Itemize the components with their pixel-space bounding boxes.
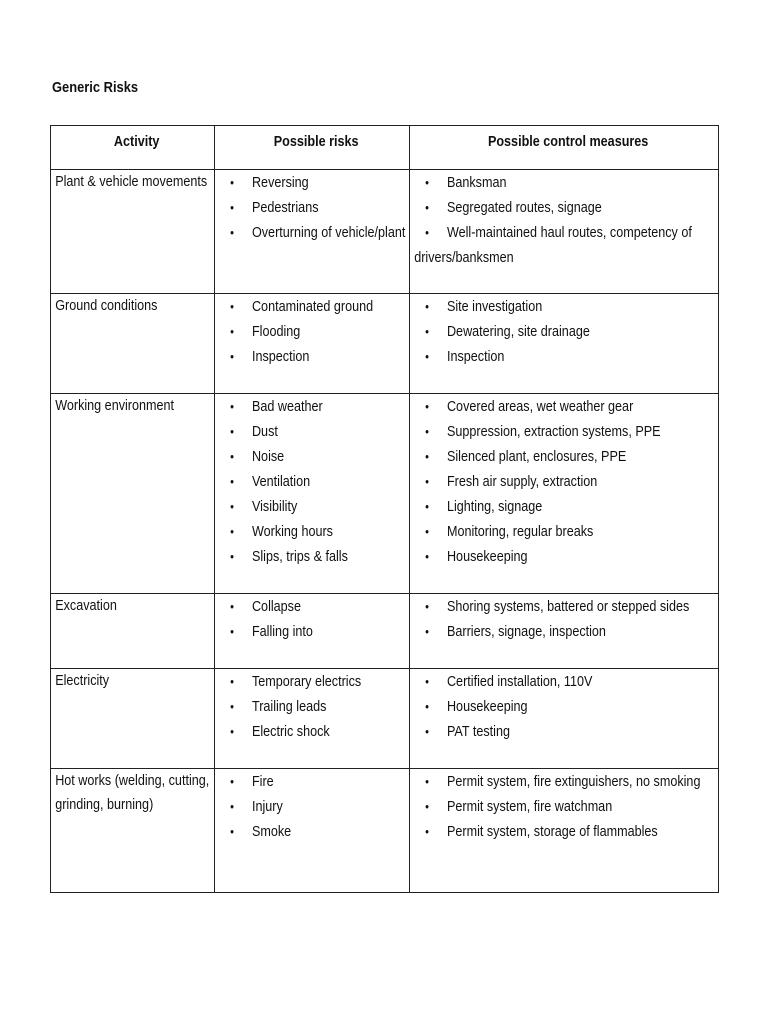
list-item: • Injury [215,794,409,819]
list-item: • Flooding [215,319,409,344]
activity-label: Excavation [55,597,117,614]
list-item: • Banksman [410,170,718,195]
list-item: • Pedestrians [215,195,409,220]
bullet-icon: • [425,599,429,614]
bullet-icon: • [425,799,429,814]
list-item: • Permit system, storage of flammables [410,819,718,844]
list-item: • Certified installation, 110V [410,669,718,694]
header-risks [215,126,410,170]
bullet-icon: • [425,549,429,564]
bullet-icon: • [425,774,429,789]
list-item: • Dust [215,419,409,444]
bullet-icon: • [425,474,429,489]
bullet-icon: • [425,399,429,414]
bullet-icon: • [230,824,234,839]
list-item: • Permit system, fire extinguishers, no smoking [410,769,718,794]
table-row [51,669,719,769]
list-item: • Housekeeping [410,544,718,569]
controls-cell [410,594,719,669]
activity-cell [51,769,215,893]
list-item: • Suppression, extraction systems, PPE [410,419,718,444]
bullet-icon: • [425,200,429,215]
bullet-icon: • [230,674,234,689]
bullet-icon: • [425,624,429,639]
risks-list [215,594,409,644]
bullet-icon: • [230,599,234,614]
list-item: • Well-maintained haul routes, competency of drivers/banksmen [410,220,718,270]
bullet-icon: • [230,225,234,240]
bullet-icon: • [425,299,429,314]
bullet-icon: • [425,324,429,339]
list-item: • Visibility [215,494,409,519]
bullet-icon: • [230,324,234,339]
controls-list [410,394,718,569]
bullet-icon: • [230,299,234,314]
list-item: • Inspection [410,344,718,369]
controls-list [410,594,718,644]
bullet-icon: • [230,724,234,739]
list-item: • Noise [215,444,409,469]
activity-cell [51,669,215,769]
list-item: • PAT testing [410,719,718,744]
controls-cell [410,394,719,594]
list-item: • Reversing [215,170,409,195]
list-item: • Smoke [215,819,409,844]
bullet-icon: • [425,499,429,514]
activity-label: Ground conditions [55,297,158,314]
controls-cell [410,669,719,769]
list-item: • Collapse [215,594,409,619]
document-title: Generic Risks [52,79,139,96]
controls-cell [410,170,719,294]
list-item: • Electric shock [215,719,409,744]
controls-list [410,294,718,369]
bullet-icon: • [230,549,234,564]
header-controls-label: Possible control measures [487,133,649,150]
bullet-icon: • [425,724,429,739]
header-activity [51,126,215,170]
risks-list [215,170,409,245]
list-item: • Permit system, fire watchman [410,794,718,819]
bullet-icon: • [425,524,429,539]
list-item: • Slips, trips & falls [215,544,409,569]
controls-list [410,669,718,744]
bullet-icon: • [425,225,429,240]
bullet-icon: • [230,349,234,364]
bullet-icon: • [230,399,234,414]
bullet-icon: • [230,474,234,489]
list-item: • Housekeeping [410,694,718,719]
list-item: • Segregated routes, signage [410,195,718,220]
activity-label: Electricity [55,672,110,689]
table-row [51,294,719,394]
list-item: • Dewatering, site drainage [410,319,718,344]
bullet-icon: • [425,449,429,464]
list-item: • Inspection [215,344,409,369]
risks-cell [215,594,410,669]
bullet-icon: • [230,449,234,464]
bullet-icon: • [230,699,234,714]
list-item: • Falling into [215,619,409,644]
generic-risks-table [50,125,719,893]
controls-cell [410,769,719,893]
table-header-row [51,126,719,170]
list-item: • Ventilation [215,469,409,494]
bullet-icon: • [230,774,234,789]
header-risks-label: Possible risks [273,133,359,150]
list-item: • Site investigation [410,294,718,319]
controls-list [410,170,718,270]
risks-cell [215,394,410,594]
activity-cell [51,394,215,594]
table-row [51,394,719,594]
list-item: • Covered areas, wet weather gear [410,394,718,419]
risks-cell [215,769,410,893]
risks-cell [215,294,410,394]
bullet-icon: • [425,699,429,714]
list-item: • Shoring systems, battered or stepped sides [410,594,718,619]
header-activity-label: Activity [113,133,160,150]
bullet-icon: • [230,624,234,639]
list-item: • Lighting, signage [410,494,718,519]
risks-list [215,769,409,844]
bullet-icon: • [230,499,234,514]
list-item: • Fire [215,769,409,794]
bullet-icon: • [230,524,234,539]
table-row [51,170,719,294]
list-item: • Overturning of vehicle/plant [215,220,409,245]
bullet-icon: • [230,799,234,814]
risks-cell [215,669,410,769]
bullet-icon: • [425,175,429,190]
risks-list [215,294,409,369]
bullet-icon: • [425,424,429,439]
risks-list [215,669,409,744]
list-item: • Temporary electrics [215,669,409,694]
list-item: • Working hours [215,519,409,544]
bullet-icon: • [425,349,429,364]
activity-cell [51,594,215,669]
list-item: • Fresh air supply, extraction [410,469,718,494]
bullet-icon: • [425,674,429,689]
list-item: • Bad weather [215,394,409,419]
bullet-icon: • [425,824,429,839]
list-item: • Trailing leads [215,694,409,719]
activity-cell [51,294,215,394]
header-controls [410,126,719,170]
activity-label: Plant & vehicle movements [55,173,208,190]
table-row [51,594,719,669]
list-item: • Contaminated ground [215,294,409,319]
controls-cell [410,294,719,394]
activity-label: Working environment [55,397,175,414]
bullet-icon: • [230,200,234,215]
risks-list [215,394,409,569]
list-item: • Barriers, signage, inspection [410,619,718,644]
activity-cell [51,170,215,294]
risks-cell [215,170,410,294]
table-row [51,769,719,893]
activity-label: Hot works (welding, cutting, grinding, burning) [55,772,210,813]
bullet-icon: • [230,424,234,439]
list-item: • Silenced plant, enclosures, PPE [410,444,718,469]
bullet-icon: • [230,175,234,190]
list-item: • Monitoring, regular breaks [410,519,718,544]
controls-list [410,769,718,844]
